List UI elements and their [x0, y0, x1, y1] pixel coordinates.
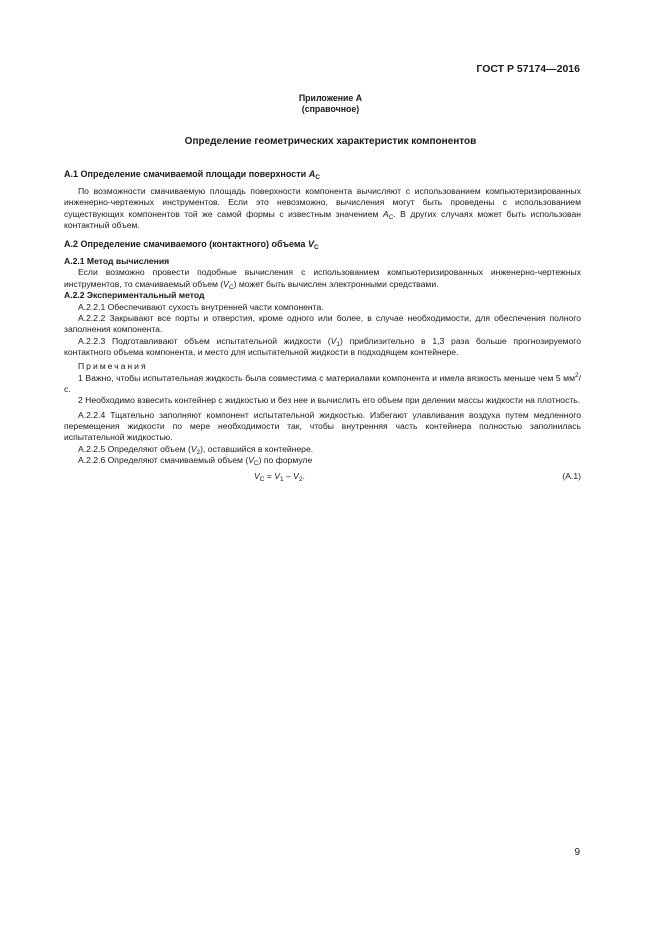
section-a1-paragraph: По возможности смачиваемую площадь поверхности компонента вычисляют с использованием компьютеризированных инженерно-чертежных инструментов. Если это невозможно, вычисления могут быть проведены с использованием существующих компонентов той же самой формы с известным значением $A_C$. В других случаях может быть использован контактный объем. [64, 185, 581, 230]
item-a222: А.2.2.2 Закрывают все порты и отверстия, кроме одного или более, в случае необходимости, для обеспечения полного заполнения компонента. [64, 312, 581, 335]
appendix-heading [0, 93, 661, 116]
section-a2-heading: А.2 Определение смачиваемого (контактного) объема $V_C$ [64, 239, 319, 252]
item-a223: А.2.2.3 Подготавливают объем испытательной жидкости $(V_1)$ приблизительно в 1,3 раза больше прогнозируемого контактного объема компонента, и место для испытательной жидкости в подходящем контейнере. [64, 335, 582, 357]
item-a224: А.2.2.4 Тщательно заполняют компонент испытательной жидкостью. Избегают улавливания воздуха путем медленного перемещения жидкости по мере необходимости так, чтобы внутренняя часть контейнера полностью заполнилась испытательной жидкостью. [64, 409, 581, 443]
subsection-a21-paragraph: Если возможно провести подобные вычисления с использованием компьютеризированных инженерно-чертежных инструментов, то смачиваемый объем $(V_C)$ может быть вычислен электронными средствами. [64, 267, 581, 291]
page-number: 9 [574, 847, 580, 858]
equation-a1 [64, 471, 581, 485]
document-id: ГОСТ Р 57174—2016 [476, 63, 580, 75]
note-2: 2 Необходимо взвесить контейнер с жидкостью и без нее и вычислить его объем при делении массы жидкости на плотность. [78, 395, 581, 406]
subsection-a22-heading: А.2.2 Экспериментальный метод [64, 290, 205, 301]
subsection-a21-heading: А.2.1 Метод вычисления [64, 256, 170, 267]
equation-formula: $V_C = V_1 - V_2$. [254, 471, 305, 484]
main-title: Определение геометрических характеристик компонентов [184, 136, 477, 147]
note-1: 1 Важно, чтобы испытательная жидкость была совместима с материалами компонента и имела вязкость меньше чем 5 $мм^2/с$. [64, 371, 581, 394]
section-a1-heading: А.1 Определение смачиваемой площади поверхности $A_C$ [64, 169, 320, 181]
item-a226: А.2.2.6 Определяют смачиваемый объем $(V_C)$ по формуле [78, 454, 313, 467]
item-a225: А.2.2.5 Определяют объем $(V_2)$, оставшийся в контейнере. [78, 443, 314, 456]
item-a221: А.2.2.1 Обеспечивают сухость внутренней части компонента. [78, 301, 324, 312]
equation-number: (А.1) [562, 471, 581, 482]
appendix-title: Приложение А [298, 93, 363, 103]
notes-label: Примечания [78, 361, 148, 372]
document-body [64, 169, 581, 485]
appendix-subtitle: (справочное) [301, 104, 360, 115]
